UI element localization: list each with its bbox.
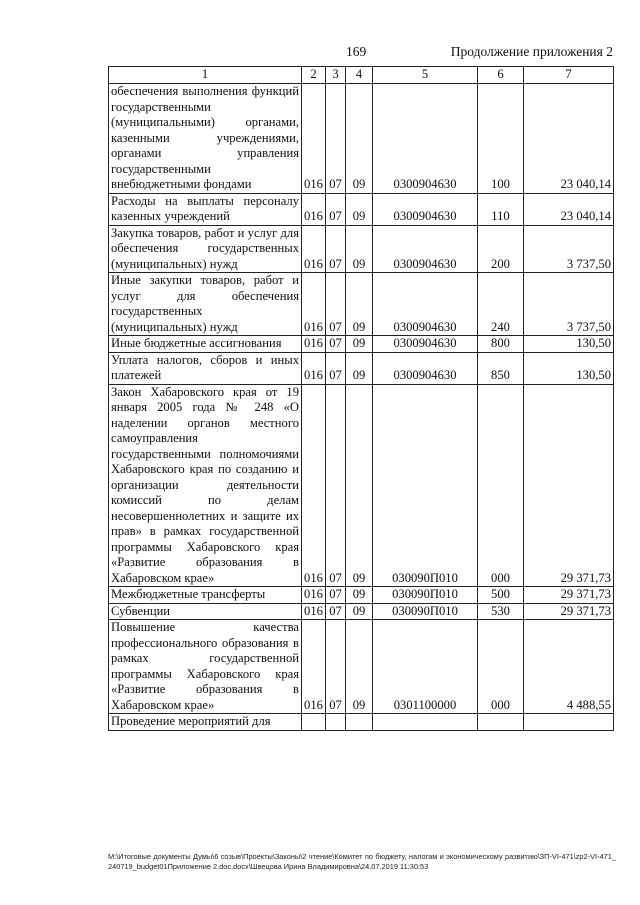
cell-amount: 3 737,50 (524, 273, 614, 336)
column-header: 2 (302, 67, 326, 84)
cell-code-3: 07 (326, 384, 346, 587)
cell-expense-type: 240 (478, 273, 524, 336)
cell-code-2: 016 (302, 225, 326, 273)
row-name-cell: Повышение качества профессионального образования в рамках государственной программы Хабаровского края «Развитие образования в Хабаровском крае» (109, 620, 302, 714)
column-header: 3 (326, 67, 346, 84)
cell-amount: 3 737,50 (524, 225, 614, 273)
column-header: 4 (346, 67, 373, 84)
cell-amount: 4 488,55 (524, 620, 614, 714)
cell-code-4: 09 (346, 225, 373, 273)
row-name-cell: Иные закупки товаров, работ и услуг для обеспечения государственных (муниципальных) нужд (109, 273, 302, 336)
cell-code-4: 09 (346, 84, 373, 194)
cell-code-4: 09 (346, 620, 373, 714)
cell-code-4: 09 (346, 273, 373, 336)
row-name-cell: Иные бюджетные ассигнования (109, 336, 302, 353)
cell-code-3: 07 (326, 225, 346, 273)
row-name-cell: обеспечения выполнения функций государственными (муниципальными) органами, казенными учреждениями, органами управления государственными внебюджетными фондами (109, 84, 302, 194)
cell-expense-type: 530 (478, 603, 524, 620)
cell-code-4: 09 (346, 336, 373, 353)
row-name-cell: Расходы на выплаты персоналу казенных учреждений (109, 193, 302, 225)
column-header: 6 (478, 67, 524, 84)
cell-code-3: 07 (326, 193, 346, 225)
row-name-cell: Закон Хабаровского края от 19 января 2005 года № 248 «О наделении органов местного самоуправления государственными полномочиями Хабаровского края по созданию и организации деятельности комиссий по делам несовершеннолетних и защите их прав» в рамках государственной программы Хабаровского края «Развитие образования в Хабаровском крае» (109, 384, 302, 587)
cell-expense-type: 000 (478, 620, 524, 714)
cell-code-4: 09 (346, 384, 373, 587)
table-row (109, 620, 614, 714)
cell-target-article: 0300904630 (373, 336, 478, 353)
cell-expense-type: 110 (478, 193, 524, 225)
cell-code-3: 07 (326, 620, 346, 714)
cell-code-3: 07 (326, 603, 346, 620)
document-path-footer: M:\Итоговые документы Думы\6 созыв\Проекты\Законы\2 чтение\Комитет по бюджету, налогам и экономическому развитию\ЗП-VI-471\zp2-VI-471_240719_budget01Приложение 2.doc.docx\Швецова Ирина Владимировна\24.07.2019 11:30:53 (108, 852, 616, 871)
cell-target-article: 030090П010 (373, 603, 478, 620)
cell-target-article: 030090П010 (373, 587, 478, 604)
cell-code-2: 016 (302, 620, 326, 714)
row-name-cell: Проведение мероприятий для (109, 714, 302, 731)
cell-code-3: 07 (326, 587, 346, 604)
cell-code-2: 016 (302, 352, 326, 384)
cell-code-2: 016 (302, 336, 326, 353)
cell-amount: 130,50 (524, 336, 614, 353)
table-row (109, 384, 614, 587)
table-row (109, 352, 614, 384)
cell-expense-type: 850 (478, 352, 524, 384)
row-name-cell: Уплата налогов, сборов и иных платежей (109, 352, 302, 384)
table-body (109, 84, 614, 731)
cell-target-article: 0301100000 (373, 620, 478, 714)
cell-target-article: 030090П010 (373, 384, 478, 587)
cell-code-2: 016 (302, 384, 326, 587)
cell-code-3: 07 (326, 352, 346, 384)
table-row (109, 225, 614, 273)
cell-amount: 130,50 (524, 352, 614, 384)
cell-amount: 29 371,73 (524, 587, 614, 604)
table-row (109, 273, 614, 336)
cell-code-2: 016 (302, 603, 326, 620)
row-name-cell: Межбюджетные трансферты (109, 587, 302, 604)
budget-table (108, 66, 614, 731)
table-header-row (109, 67, 614, 84)
cell-expense-type: 500 (478, 587, 524, 604)
cell-expense-type: 100 (478, 84, 524, 194)
column-header: 7 (524, 67, 614, 84)
cell-code-3: 07 (326, 84, 346, 194)
cell-code-3 (326, 714, 346, 731)
cell-code-4: 09 (346, 352, 373, 384)
cell-target-article: 0300904630 (373, 273, 478, 336)
cell-amount: 29 371,73 (524, 384, 614, 587)
cell-amount: 23 040,14 (524, 84, 614, 194)
cell-code-2 (302, 714, 326, 731)
column-header: 5 (373, 67, 478, 84)
cell-code-4: 09 (346, 193, 373, 225)
page-number: 169 (346, 44, 367, 59)
cell-target-article: 0300904630 (373, 352, 478, 384)
cell-amount: 29 371,73 (524, 603, 614, 620)
continuation-label: Продолжение приложения 2 (450, 44, 613, 59)
table-row (109, 603, 614, 620)
row-name-cell: Закупка товаров, работ и услуг для обеспечения государственных (муниципальных) нужд (109, 225, 302, 273)
cell-code-3: 07 (326, 273, 346, 336)
cell-expense-type: 800 (478, 336, 524, 353)
cell-target-article: 0300904630 (373, 193, 478, 225)
cell-amount: 23 040,14 (524, 193, 614, 225)
table-row (109, 193, 614, 225)
cell-code-4: 09 (346, 603, 373, 620)
cell-amount (524, 714, 614, 731)
cell-target-article (373, 714, 478, 731)
cell-code-2: 016 (302, 84, 326, 194)
cell-code-2: 016 (302, 193, 326, 225)
cell-expense-type: 000 (478, 384, 524, 587)
table-row (109, 84, 614, 194)
cell-code-3: 07 (326, 336, 346, 353)
cell-code-2: 016 (302, 587, 326, 604)
table-row (109, 587, 614, 604)
row-name-cell: Субвенции (109, 603, 302, 620)
cell-code-2: 016 (302, 273, 326, 336)
cell-expense-type: 200 (478, 225, 524, 273)
cell-target-article: 0300904630 (373, 225, 478, 273)
cell-code-4 (346, 714, 373, 731)
cell-code-4: 09 (346, 587, 373, 604)
cell-target-article: 0300904630 (373, 84, 478, 194)
table-row (109, 336, 614, 353)
cell-expense-type (478, 714, 524, 731)
column-header: 1 (109, 67, 302, 84)
page-header (0, 44, 640, 62)
table-row (109, 714, 614, 731)
